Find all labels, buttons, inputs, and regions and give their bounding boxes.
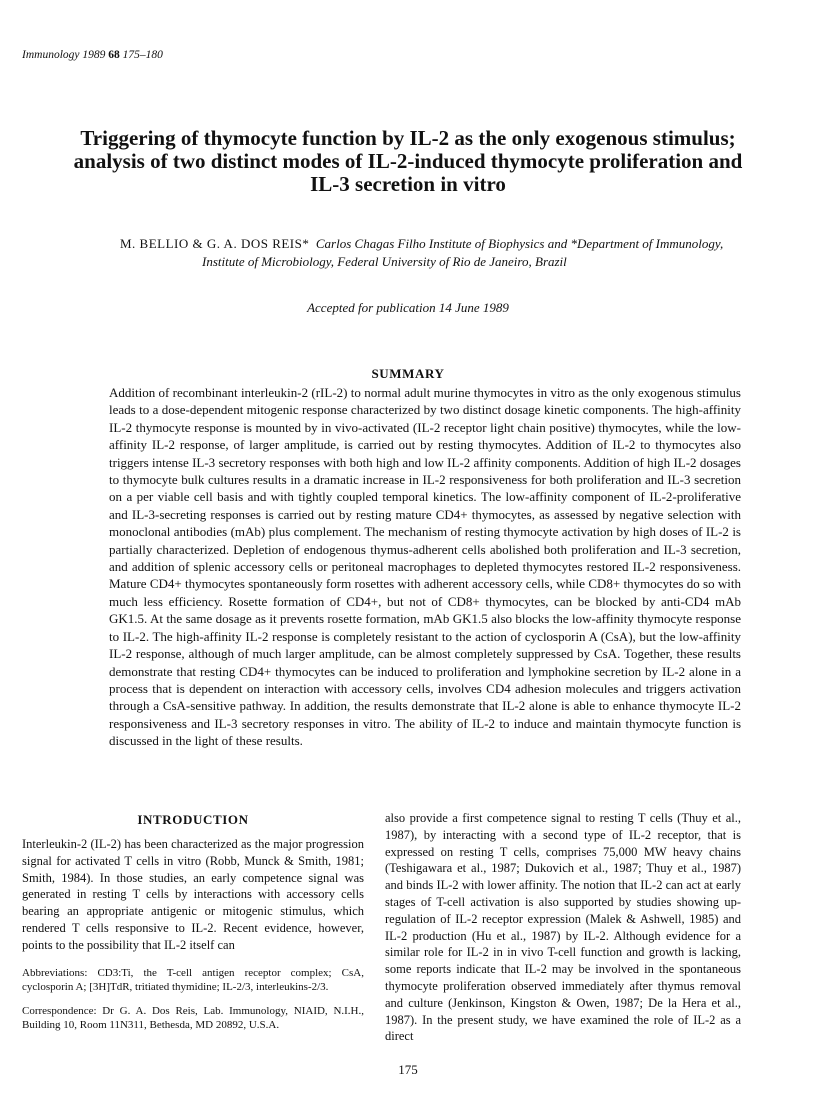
introduction-text-right: also provide a first competence signal to resting T cells (Thuy et al., 1987), by interacting with a second type of IL-2 receptor, that is expressed on resting T cells, comprises 75,000 MW heavy chains (Teshigawara et al., 1987; Dukovich et al., 1987; Thuy et al., 1987) and binds IL-2 with lower affinity. The notion that IL-2 can act at early stages of T-cell activation is also supported by studies showing up-regulation of IL-2 receptor expression (Malek & Ashwell, 1985) and IL-2 production (Hu et al., 1987) by IL-2. Although evidence for a similar role for IL-2 in in vivo T-cell function and growth is lacking, some reports indicate that IL-2 may be involved in the spontaneous thymocyte proliferation observed immediately after thymus removal and culture (Jenkinson, Kingston & Owen, 1987; De la Hera et al., 1987). In the present study, we have examined the role of IL-2 as a direct xyxy=(385,811,741,1044)
author-names: M. BELLIO & G. A. DOS REIS* xyxy=(120,236,310,251)
summary-heading: SUMMARY xyxy=(371,366,445,381)
right-column xyxy=(385,810,741,1045)
page-number: 175 xyxy=(398,1062,418,1077)
author-block xyxy=(120,235,740,271)
correspondence-footnote: Correspondence: Dr G. A. Dos Reis, Lab. Immunology, NIAID, N.I.H., Building 10, Room 11N311, Bethesda, MD 20892, U.S.A. xyxy=(22,1004,364,1031)
journal-volume: 68 xyxy=(108,49,120,61)
journal-year: 1989 xyxy=(82,49,106,61)
journal-pages: 175–180 xyxy=(122,49,163,61)
abbreviations-footnote: Abbreviations: CD3:Ti, the T-cell antigen receptor complex; CsA, cyclosporin A; [3H]TdR, tritiated thymidine; IL-2/3, interleukins-2/3. xyxy=(22,966,364,993)
introduction-text-left: Interleukin-2 (IL-2) has been characterized as the major progression signal for activated T cells in vitro (Robb, Munck & Smith, 1981; Smith, 1984). In those studies, an early competence signal was generated in resting T cells by interactions with accessory cells bearing an appropriate antigenic or mitogenic stimulus, which rendered T cells responsive to IL-2. Recent evidence, however, points to the possibility that IL-2 itself can xyxy=(22,837,364,952)
accepted-date: Accepted for publication 14 June 1989 xyxy=(307,300,509,315)
journal-header xyxy=(22,49,163,61)
introduction-heading: INTRODUCTION xyxy=(137,812,249,827)
left-column xyxy=(22,812,364,1032)
journal-name: Immunology xyxy=(22,49,80,61)
article-title: Triggering of thymocyte function by IL-2 as the only exogenous stimulus; analysis of two distinct modes of IL-2-induced thymocyte proliferation and IL-3 secretion in vitro xyxy=(73,126,743,196)
summary-text: Addition of recombinant interleukin-2 (rIL-2) to normal adult murine thymocytes in vitro as the only exogenous stimulus leads to a dose-dependent mitogenic response characterized by two distinct dosage kinetic components. The high-affinity IL-2 thymocyte response is mounted by in vivo-activated (IL-2 receptor light chain positive) thymocytes, while the low-affinity IL-2 response, of larger amplitude, is carried out by resting thymocytes. Addition of IL-2 to thymocytes also triggers intense IL-3 secretory responses with both high and low IL-2 affinity components. Addition of high IL-2 dosages to thymocyte bulk cultures results in a dramatic increase in IL-2 responsiveness for both proliferation and IL-3 secretion on a per viable cell basis and with tightly coupled temporal kinetics. The low-affinity component of IL-2-proliferative and IL-3-secreting responses is carried out by resting mature CD4+ thymocytes, as assessed by negative selection with monoclonal antibodies (mAb) plus complement. The mechanism of resting thymocyte activation by high doses of IL-2 is partially characterized. Depletion of endogenous thymus-adherent cells abolished both proliferation and IL-3 secretion, and addition of splenic accessory cells or peritoneal macrophages to depleted thymocytes restored IL-2 responsiveness. Mature CD4+ thymocytes spontaneously form rosettes with adherent accessory cells, while CD8+ thymocytes do so with much less efficiency. Rosette formation of CD4+, but not of CD8+ thymocytes, can be blocked by anti-CD4 mAb GK1.5. At the same dosage as it prevents rosette formation, mAb GK1.5 also blocks the low-affinity thymocyte response to IL-2. The high-affinity IL-2 response is completely resistant to the action of cyclosporin A (CsA), but the low-affinity IL-2 response, although of much larger amplitude, can be almost completely suppressed by CsA. Together, these results demonstrate that resting CD4+ thymocytes can be induced to proliferation and lymphokine secretion by IL-2 alone in a process that is dependent on interaction with accessory cells, involves CD4 adhesion molecules and triggers activation through a CsA-sensitive pathway. In addition, the results demonstrate that IL-2 alone is able to enhance thymocyte IL-2 responsiveness and IL-3 secretory responses in vitro. The ability of IL-2 to induce and maintain thymocyte function is discussed in the light of these results. xyxy=(109,385,741,749)
author-affiliation: Carlos Chagas Filho Institute of Biophysics and *Department of Immunology, Institute of Microbiology, Federal University of Rio de Janeiro, Brazil xyxy=(202,236,724,269)
